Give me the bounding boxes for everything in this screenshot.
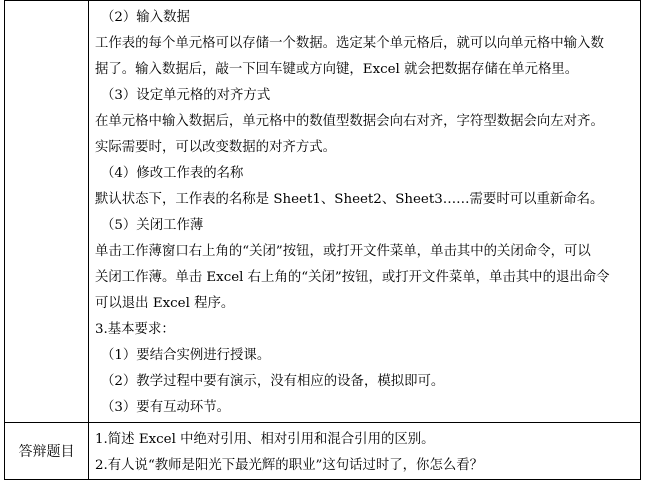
- line-text: 据了。输入数据后，敲一下回车键或方向键，Excel 就会把数据存储在单元格里。: [95, 62, 579, 77]
- line-text: 在单元格中输入数据后，单元格中的数值型数据会向右对齐，字符型数据会向左对齐。: [95, 114, 604, 129]
- line-text: 实际需要时，可以改变数据的对齐方式。: [95, 140, 337, 155]
- content-cell: [89, 1, 641, 423]
- defense-questions: [95, 427, 632, 479]
- line-heading: 3.基本要求：: [95, 322, 175, 337]
- line-text: 可以退出 Excel 程序。: [95, 296, 235, 311]
- defense-questions-cell: [89, 423, 641, 480]
- line-heading: （5）关闭工作薄: [101, 218, 204, 233]
- content-label-cell: [5, 1, 89, 423]
- line-text: 工作表的每个单元格可以存储一个数据。选定某个单元格后，就可以向单元格中输入数: [95, 36, 604, 51]
- line-requirement: （2）教学过程中要有演示，没有相应的设备，模拟即可。: [101, 374, 445, 389]
- defense-row: [5, 423, 641, 480]
- defense-question: 2.有人说“教师是阳光下最光辉的职业”这句话过时了，你怎么看？: [95, 458, 484, 473]
- line-heading: （2）输入数据: [101, 10, 190, 25]
- line-requirement: （1）要结合实例进行授课。: [101, 348, 271, 363]
- defense-question: 1.简述 Excel 中绝对引用、相对引用和混合引用的区别。: [95, 432, 435, 447]
- line-text: 默认状态下，工作表的名称是 Sheet1、Sheet2、Sheet3……需要时可以重新命名。: [95, 192, 604, 207]
- line-heading: （4）修改工作表的名称: [101, 166, 244, 181]
- defense-label: 答辩题目: [5, 423, 89, 480]
- line-text: 关闭工作薄。单击 Excel 右上角的“关闭”按钮，或打开文件菜单，单击其中的退出命令: [95, 270, 610, 285]
- line-requirement: （3）要有互动环节。: [101, 400, 231, 415]
- line-text: 单击工作薄窗口右上角的“关闭”按钮，或打开文件菜单，单击其中的关闭命令，可以: [95, 244, 591, 259]
- content-block: [95, 5, 632, 422]
- document-table: [4, 0, 641, 480]
- content-row: [5, 1, 641, 423]
- line-heading: （3）设定单元格的对齐方式: [101, 88, 271, 103]
